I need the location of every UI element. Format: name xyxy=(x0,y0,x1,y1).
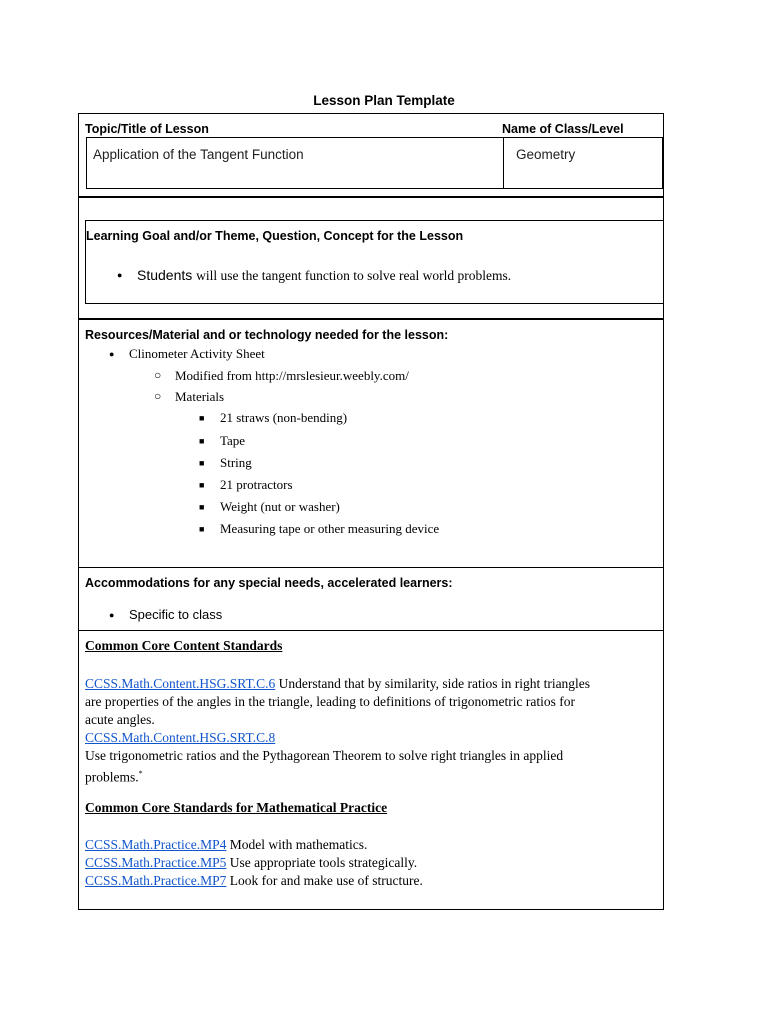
resource-sub-modified: ○ Modified from http://mrslesieur.weebly.com/ xyxy=(175,368,409,384)
resource-item-clinometer: ● Clinometer Activity Sheet xyxy=(129,346,265,362)
standard-c8-mark: * xyxy=(138,769,143,778)
practice-text-mp4: Model with mathematics. xyxy=(226,837,368,852)
practice-link-mp4[interactable]: CCSS.Math.Practice.MP4 xyxy=(85,837,227,852)
topic-header: Topic/Title of Lesson xyxy=(85,122,209,136)
resources-header: Resources/Material and or technology needed for the lesson: xyxy=(85,328,449,342)
learning-goal-rest: will use the tangent function to solve real world problems. xyxy=(196,268,512,283)
topic-section xyxy=(79,114,663,198)
resource-sub-materials: ○ Materials xyxy=(175,389,224,405)
standards-section xyxy=(79,631,663,909)
material-item: ■ Measuring tape or other measuring device xyxy=(220,521,439,537)
class-level-value: Geometry xyxy=(516,147,576,162)
practice-item xyxy=(85,854,655,872)
accommodation-item: ● Specific to class xyxy=(129,607,222,622)
standard-c8-text1: Use trigonometric ratios and the Pythagorean Theorem to solve right triangles in applied xyxy=(85,748,564,763)
practice-item xyxy=(85,872,655,890)
learning-goal-section xyxy=(79,198,663,320)
class-level-header: Name of Class/Level xyxy=(502,122,624,136)
topic-divider xyxy=(503,138,504,188)
standard-c8-text2: problems. xyxy=(85,769,139,785)
learning-goal-lead: Students xyxy=(137,267,197,283)
practice-link-mp7[interactable]: CCSS.Math.Practice.MP7 xyxy=(85,873,227,888)
standard-link-c8[interactable]: CCSS.Math.Content.HSG.SRT.C.8 xyxy=(85,730,276,745)
practice-text-mp7: Look for and make use of structure. xyxy=(226,873,423,888)
learning-goal-header: Learning Goal and/or Theme, Question, Concept for the Lesson xyxy=(86,229,464,243)
standard-c6-text2: are properties of the angles in the triangle, leading to definitions of trigonometric ratios for xyxy=(85,694,575,709)
practice-standards-list xyxy=(85,836,655,890)
material-item: ■ String xyxy=(220,455,252,471)
learning-goal-item xyxy=(137,267,511,284)
practice-standards-header: Common Core Standards for Mathematical Practice xyxy=(85,800,388,815)
standard-srt-c6 xyxy=(85,675,655,787)
learning-goal-box xyxy=(85,220,664,304)
material-item: ■ Weight (nut or washer) xyxy=(220,499,340,515)
topic-input-box xyxy=(86,137,663,189)
material-item: ■ Tape xyxy=(220,433,245,449)
resources-section xyxy=(79,320,663,568)
standard-c6-text3: acute angles. xyxy=(85,712,155,727)
accommodations-section xyxy=(79,568,663,631)
accommodations-header: Accommodations for any special needs, accelerated learners: xyxy=(85,576,453,590)
practice-text-mp5: Use appropriate tools strategically. xyxy=(226,855,418,870)
practice-item xyxy=(85,836,655,854)
topic-value: Application of the Tangent Function xyxy=(93,147,304,162)
material-item: ■ 21 straws (non-bending) xyxy=(220,410,347,426)
standard-c6-text1: Understand that by similarity, side ratios in right triangles xyxy=(275,676,591,691)
material-item: ■ 21 protractors xyxy=(220,477,293,493)
lesson-plan-table xyxy=(78,113,664,910)
page-title: Lesson Plan Template xyxy=(313,93,455,108)
content-standards-header: Common Core Content Standards xyxy=(85,638,283,653)
standard-link-c6[interactable]: CCSS.Math.Content.HSG.SRT.C.6 xyxy=(85,676,276,691)
practice-link-mp5[interactable]: CCSS.Math.Practice.MP5 xyxy=(85,855,227,870)
